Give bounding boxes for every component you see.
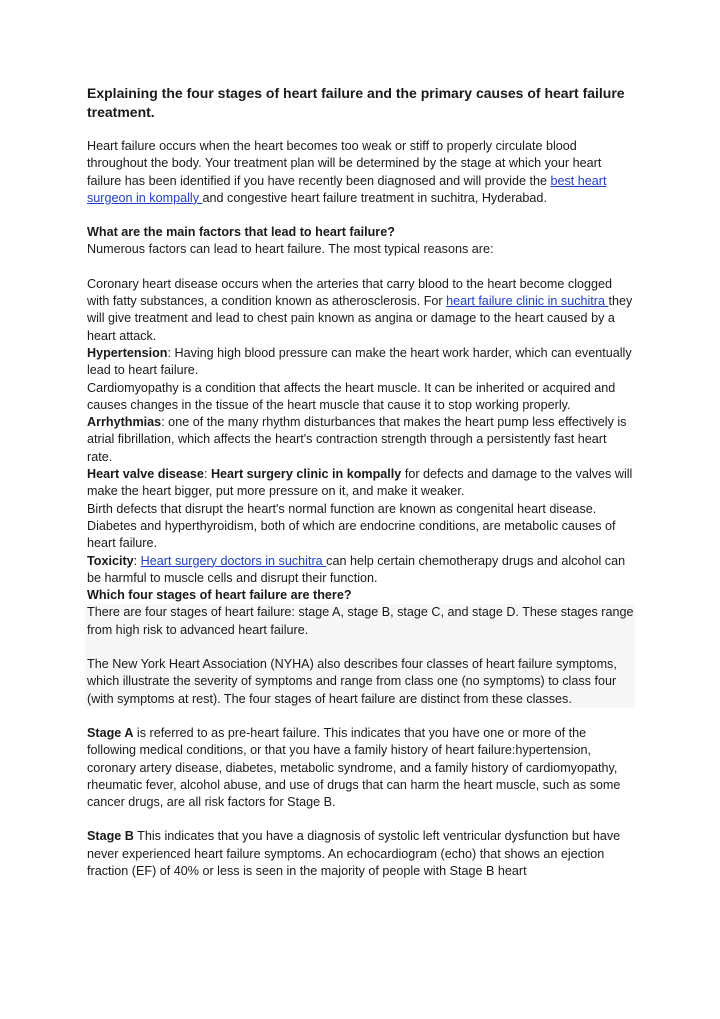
arrhythmias-text: : one of the many rhythm disturbances that makes the heart pump less effectively is atrial fibrillation, which affects the heart's contraction strength through a persistently fast heart rate.	[87, 415, 627, 464]
hypertension-text: : Having high blood pressure can make the heart work harder, which can eventually lead to heart failure.	[87, 345, 632, 378]
valve-disease-paragraph	[87, 466, 635, 501]
coronary-paragraph	[87, 276, 635, 345]
cardiomyopathy-paragraph: Cardiomyopathy is a condition that affects the heart muscle. It can be inherited or acquired and causes changes in the tissue of the heart muscle that cause it to stop working properly.	[87, 380, 616, 412]
coronary-text: Coronary heart disease occurs when the arteries that carry blood to the heart become clogged with fatty substances, a condition known as atherosclerosis. For	[87, 276, 613, 309]
stage-b-paragraph	[87, 828, 635, 880]
hypertension-paragraph	[87, 345, 635, 380]
stage-a-text: is referred to as pre-heart failure. This indicates that you have one or more of the following medical conditions, or that you have a family history of heart failure:hypertension, coronary artery disease, diabetes, metabolic syndrome, and a family history of cardiomyopathy, rheumatic fever, alcohol abuse, and use of drugs that can harm the heart muscle, such as some cancer drugs, are all risk factors for Stage B.	[87, 725, 621, 810]
hypertension-label: Hypertension	[87, 345, 168, 360]
stages-heading: Which four stages of heart failure are there?	[87, 588, 352, 603]
valve-disease-text: for defects and damage to the valves will make the heart bigger, put more pressure on it, and make it weaker.	[87, 467, 633, 499]
best-heart-surgeon-link[interactable]: best heart surgeon in kompally	[87, 173, 607, 205]
stage-b-text: This indicates that you have a diagnosis of systolic left ventricular dysfunction but have never experienced heart failure symptoms. An echocardiogram (echo) that shows an ejection fraction (EF) of 40% or less is seen in the majority of people with Stage B heart	[87, 829, 621, 878]
valve-disease-label: Heart valve disease	[87, 467, 204, 482]
document-title: Explaining the four stages of heart failure and the primary causes of heart failure treatment.	[87, 85, 625, 120]
valve-separator: :	[203, 467, 211, 482]
stages-intro-paragraph: There are four stages of heart failure: stage A, stage B, stage C, and stage D. These stages range from high risk to advanced heart failure.	[87, 605, 634, 637]
intro-paragraph	[87, 138, 635, 207]
toxicity-separator: :	[133, 553, 141, 568]
heart-failure-clinic-link[interactable]: heart failure clinic in suchitra	[446, 294, 609, 309]
stages-intro-block	[85, 604, 635, 707]
diabetes-paragraph: Diabetes and hyperthyroidism, both of which are endocrine conditions, are metabolic causes of heart failure.	[87, 518, 616, 551]
heart-surgery-doctors-link[interactable]: Heart surgery doctors in suchitra	[140, 553, 327, 568]
toxicity-text: can help certain chemotherapy drugs and alcohol can be harmful to muscle cells and disrupt their function.	[87, 553, 626, 585]
toxicity-label: Toxicity	[87, 553, 134, 568]
stage-a-paragraph	[87, 725, 635, 811]
stage-b-label: Stage B	[87, 829, 134, 844]
birth-defects-paragraph: Birth defects that disrupt the heart's normal function are known as congenital heart disease.	[87, 501, 597, 516]
factors-heading: What are the main factors that lead to heart failure?	[87, 225, 395, 240]
arrhythmias-label: Arrhythmias	[87, 415, 162, 430]
stage-a-label: Stage A	[87, 725, 134, 740]
arrhythmias-paragraph	[87, 414, 635, 466]
intro-text-continued: and congestive heart failure treatment in suchitra, Hyderabad.	[202, 190, 547, 205]
heart-surgery-clinic-text: Heart surgery clinic in kompally	[210, 467, 402, 482]
factors-lead: Numerous factors can lead to heart failure. The most typical reasons are:	[87, 242, 494, 257]
toxicity-paragraph	[87, 553, 635, 588]
intro-text: Heart failure occurs when the heart becomes too weak or stiff to properly circulate blood throughout the body. Your treatment plan will be determined by the stage at which your heart failure has been identified if you have recently been diagnosed and will provide the	[87, 139, 602, 188]
coronary-text-continued: they will give treatment and lead to chest pain known as angina or damage to the heart caused by a heart attack.	[87, 294, 633, 343]
nyha-paragraph: The New York Heart Association (NYHA) also describes four classes of heart failure symptoms, which illustrate the severity of symptoms and range from class one (no symptoms) to class four (with symptoms at rest). The four stages of heart failure are distinct from these classes.	[87, 657, 617, 706]
document-body	[87, 84, 635, 880]
